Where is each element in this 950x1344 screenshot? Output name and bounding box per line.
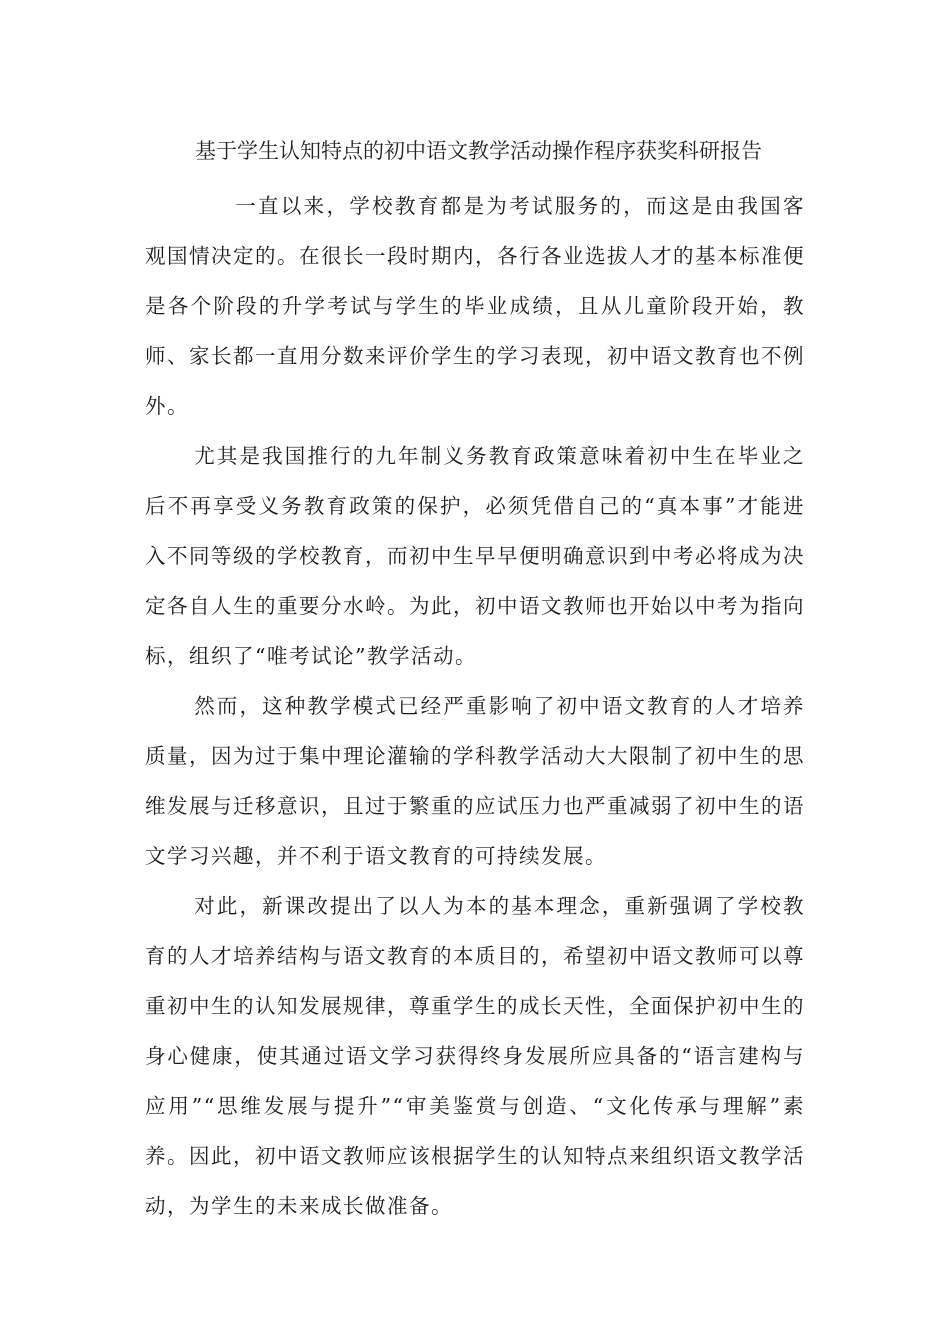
- paragraph-1: 一直以来，学校教育都是为考试服务的，而这是由我国客观国情决定的。在很长一段时期内，各行各业选拔人才的基本标准便是各个阶段的升学考试与学生的毕业成绩，且从儿童阶段开始，教师、家长都一直用分数来评价学生的学习表现，初中语文教育也不例外。: [145, 194, 805, 418]
- document-title: 基于学生认知特点的初中语文教学活动操作程序获奖科研报告: [195, 139, 762, 163]
- paragraph-3: 然而，这种教学模式已经严重影响了初中语文教育的人才培养质量，因为过于集中理论灌输的学科教学活动大大限制了初中生的思维发展与迁移意识，且过于繁重的应试压力也严重减弱了初中生的语文学习兴趣，并不利于语文教育的可持续发展。: [145, 694, 805, 868]
- paragraph-2: 尤其是我国推行的九年制义务教育政策意味着初中生在毕业之后不再享受义务教育政策的保护，必须凭借自己的“真本事”才能进入不同等级的学校教育，而初中生早早便明确意识到中考必将成为决定各自人生的重要分水岭。为此，初中语文教师也开始以中考为指向标，组织了“唯考试论”教学活动。: [145, 444, 805, 668]
- paragraph-4: 对此，新课改提出了以人为本的基本理念，重新强调了学校教育的人才培养结构与语文教育的本质目的，希望初中语文教师可以尊重初中生的认知发展规律，尊重学生的成长天性，全面保护初中生的身心健康，使其通过语文学习获得终身发展所应具备的“语言建构与应用”“思维发展与提升”“审美鉴赏与创造、“文化传承与理解”素养。因此，初中语文教师应该根据学生的认知特点来组织语文教学活动，为学生的未来成长做准备。: [145, 894, 805, 1218]
- document-body: [145, 181, 805, 1231]
